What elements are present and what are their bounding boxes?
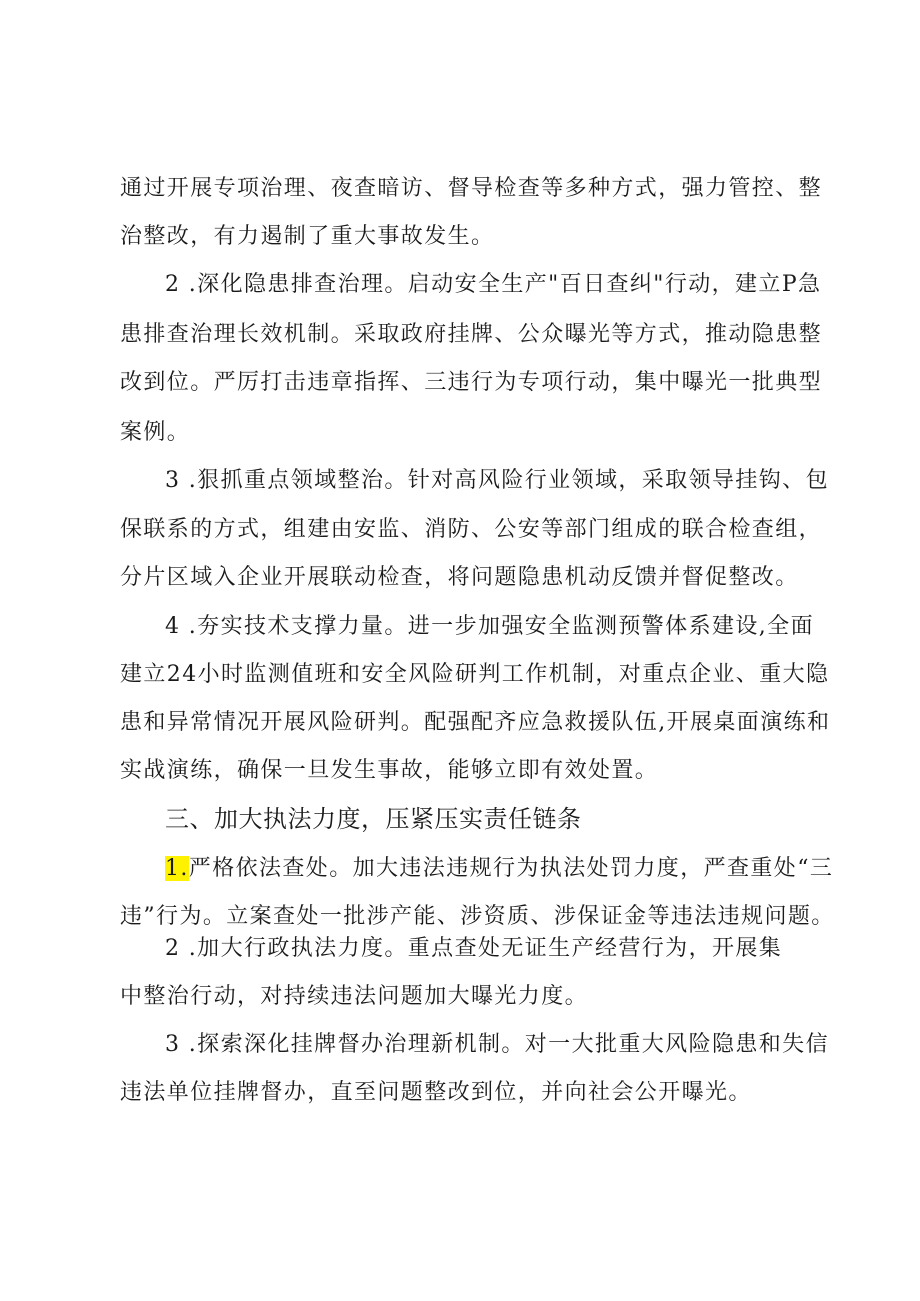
para2-line4: 案例。 [120, 420, 191, 445]
para5-line2: 违”行为。立案查处一批涉产能、涉资质、涉保证金等违法违规问题。 [120, 904, 835, 929]
para3-line2: 保联系的方式，组建由安监、消防、公安等部门组成的联合检查组， [120, 517, 823, 542]
para6-line2: 中整治行动，对持续违法问题加大曝光力度。 [120, 984, 589, 1009]
para6-line1: 2 .加大行政执法力度。重点查处无证生产经营行为，开展集 [165, 936, 783, 961]
para3-line3: 分片区域入企业开展联动检查，将问题隐患机动反馈并督促整改。 [120, 565, 799, 590]
para2-line2: 患排查治理长效机制。采取政府挂牌、公众曝光等方式，推动隐患整 [120, 322, 823, 347]
para1-line1: 通过开展专项治理、夜查暗访、督导检查等多种方式，强力管控、整 [120, 176, 823, 201]
para1-line2: 治整改，有力遏制了重大事故发生。 [120, 224, 495, 249]
section-heading: 三、加大执法力度，压紧压实责任链条 [165, 805, 582, 833]
para3-line1: 3 .狠抓重点领域整治。针对高风险行业领域，采取领导挂钩、包 [165, 468, 829, 493]
para5-line1 [165, 854, 833, 884]
para2-line1: 2 .深化隐患排查治理。启动安全生产"百日查纠"行动，建立P急 [165, 272, 822, 297]
para7-line2: 违法单位挂牌督办，直至问题整改到位，并向社会公开曝光。 [120, 1080, 752, 1105]
para7-line1: 3 .探索深化挂牌督办治理新机制。对一大批重大风险隐患和失信 [165, 1032, 829, 1057]
para5-line1-text: 严格依法查处。加大违法违规行为执法处罚力度，严查重处“三 [188, 856, 834, 881]
para4-line4: 实战演练，确保一旦发生事故，能够立即有效处置。 [120, 758, 659, 783]
para4-line2: 建立24小时监测值班和安全风险研判工作机制，对重点企业、重大隐 [120, 662, 830, 687]
para4-line1: 4 .夯实技术支撑力量。进一步加强安全监测预警体系建设,全面 [165, 614, 814, 639]
para4-line3: 患和异常情况开展风险研判。配强配齐应急救援队伍,开展桌面演练和 [120, 710, 831, 735]
para2-line3: 改到位。严厉打击违章指挥、三违行为专项行动，集中曝光一批典型 [120, 370, 823, 395]
highlighted-number: 1. [165, 856, 189, 881]
